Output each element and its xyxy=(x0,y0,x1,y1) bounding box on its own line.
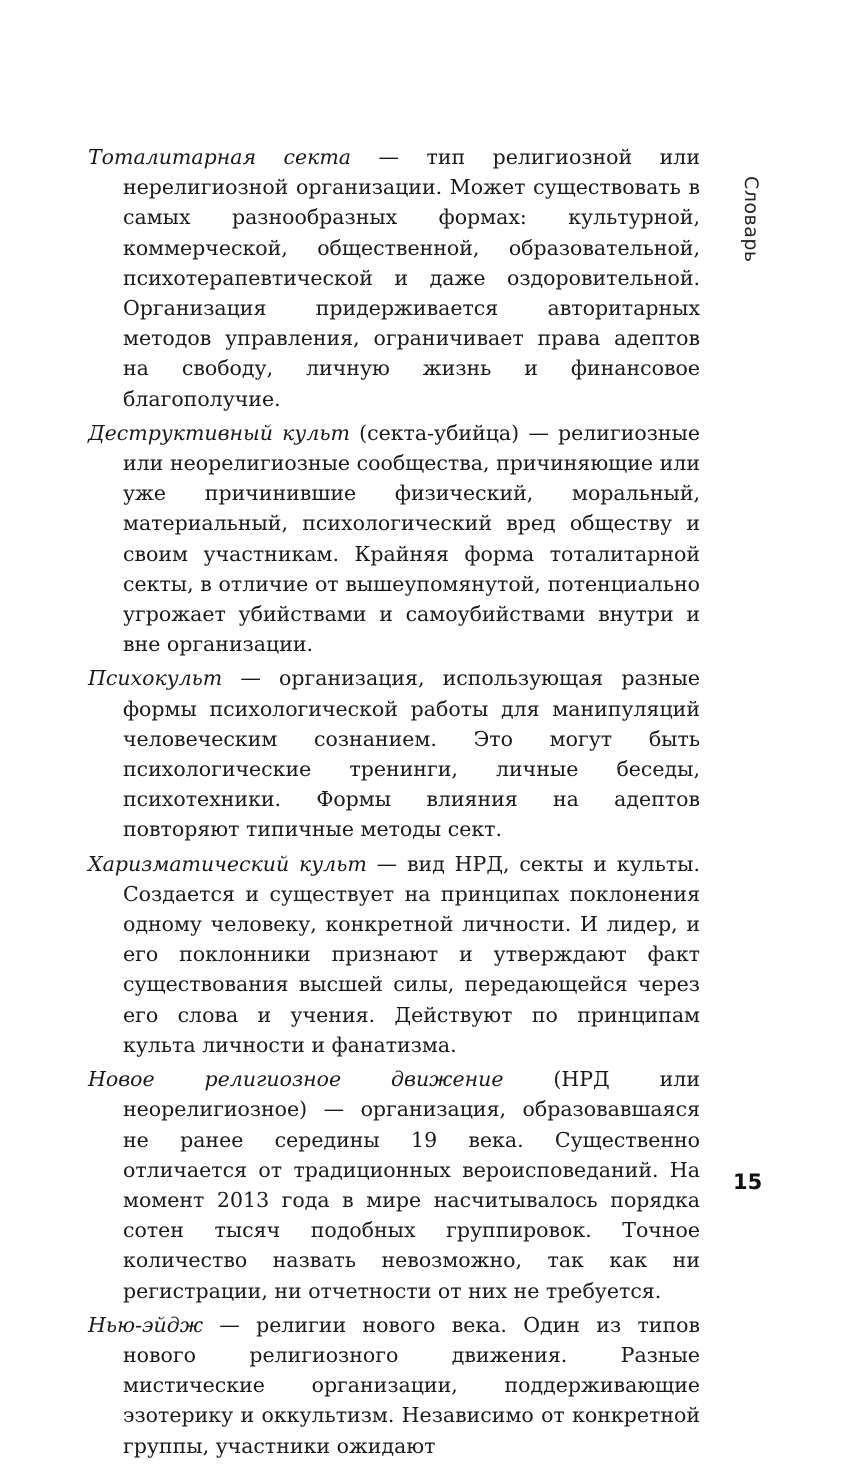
entry-definition: — организация, использующая разные формы психологической работы для манипуляций человеческим сознанием. Это могут быть психологические тренинги, личные беседы, психотехники. Формы влияния на адептов повторяют типичные методы сект. xyxy=(123,666,700,842)
entry-definition: — религии нового века. Один из типов нового религиозного движения. Разные мистические организации, поддерживающие эзотерику и оккультизм. Независимо от конкретной группы, участники ожидают xyxy=(123,1312,700,1458)
page-number: 15 xyxy=(733,1170,763,1194)
glossary-entry-destructive-cult xyxy=(88,418,700,660)
entry-definition: (НРД или неорелигиозное) — организация, образовавшаяся не ранее середины 19 века. Существенно отличается от традиционных вероисповеданий. На момент 2013 года в мире насчитывалось порядка сотен тысяч подобных группировок. Точное количество назвать невозможно, так как ни регистрации, ни отчетности от них не требуется. xyxy=(123,1067,700,1303)
entry-term: Деструктивный культ xyxy=(88,420,350,445)
entry-definition: — тип религиозной или нерелигиозной организации. Может существовать в самых разнообразных формах: культурной, коммерческой, общественной, образовательной, психотерапевтической и даже оздоровительной. Организация придерживается авторитарных методов управления, ограничивает права адептов на свободу, личную жизнь и финансовое благополучие. xyxy=(123,145,700,411)
entry-term: Харизматический культ xyxy=(88,851,367,876)
glossary-entry-new-religious-movement xyxy=(88,1064,700,1306)
entry-term: Тоталитарная секта xyxy=(88,145,352,169)
entry-definition: (секта-убийца) — религиозные или неорелигиозные сообщества, причиняющие или уже причинившие физический, моральный, материальный, психологический вред обществу и своим участникам. Крайняя форма тоталитарной секты, в отличие от вышеупомянутой, потенциально угрожает убийствами и самоубийствами внутри и вне организации. xyxy=(123,420,700,657)
glossary-entry-new-age xyxy=(88,1310,700,1461)
glossary-entry-psychocult xyxy=(88,663,700,844)
glossary-text xyxy=(88,142,700,1465)
entry-term: Новое религиозное движение xyxy=(88,1067,504,1092)
entry-term: Нью-эйдж xyxy=(88,1312,203,1337)
glossary-entry-charismatic-cult xyxy=(88,849,700,1060)
running-head: Словарь xyxy=(740,176,762,263)
entry-term: Психокульт xyxy=(88,666,223,691)
glossary-entry-totalitarian-sect xyxy=(88,142,700,414)
entry-definition: — вид НРД, секты и культы. Создается и существует на принципах поклонения одному человеку, конкретной личности. И лидер, и его поклонники признают и утверждают факт существования высшей силы, передающейся через его слова и учения. Действуют по принципам культа личности и фанатизма. xyxy=(123,851,700,1057)
